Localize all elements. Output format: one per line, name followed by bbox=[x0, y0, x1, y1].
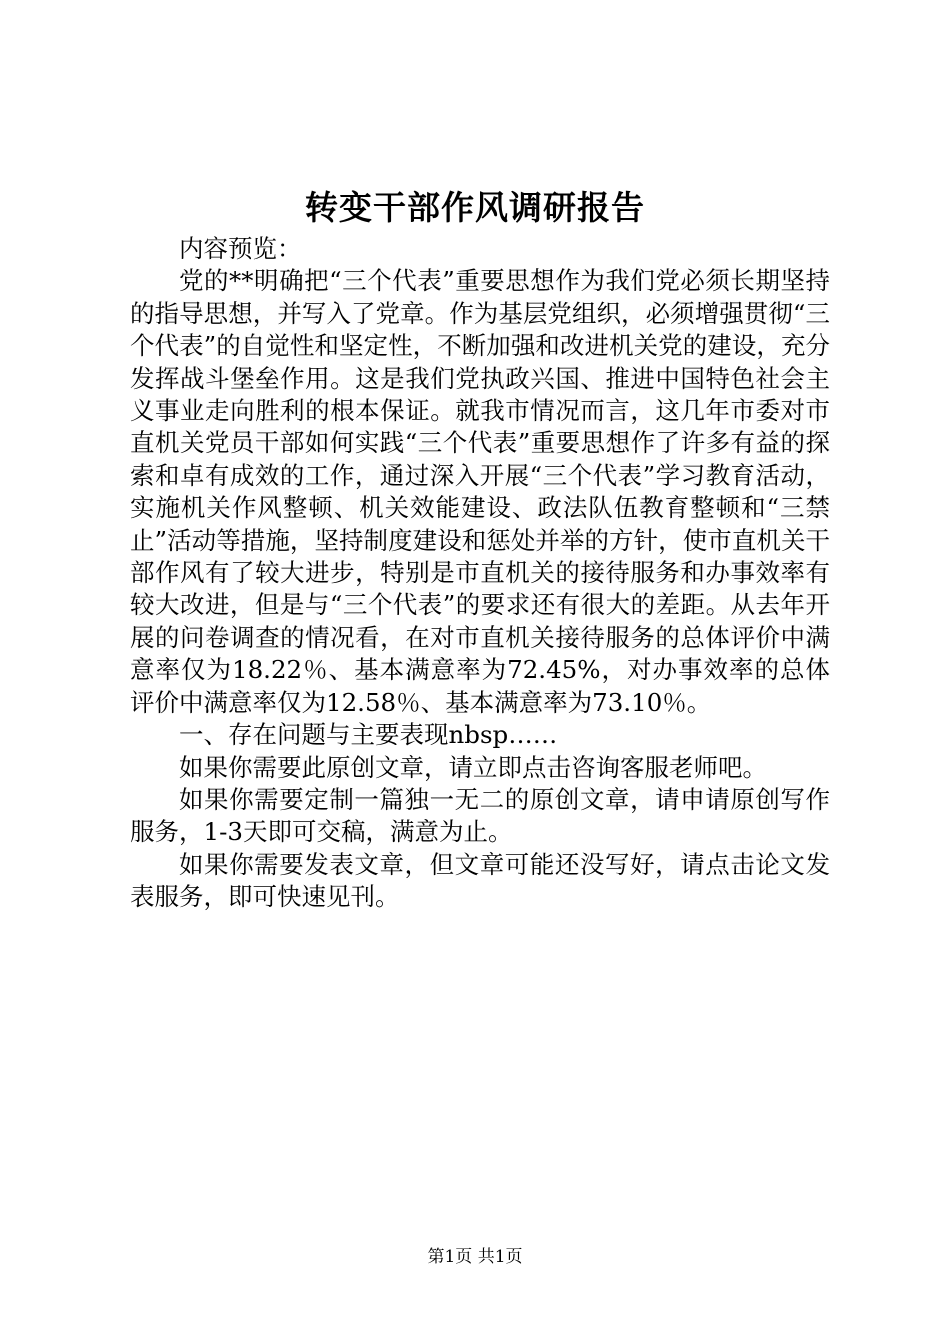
preview-label: 内容预览： bbox=[179, 234, 302, 263]
section-heading-problems: 一、存在问题与主要表现nbsp…… bbox=[179, 720, 558, 750]
page-footer: 第1页 共1页 bbox=[427, 1247, 523, 1267]
body-paragraph-main: 党的**明确把“三个代表”重要思想作为我们党必须长期坚持的指导思想，并写入了党章。作为基层党组织，必须增强贯彻“三个代表”的自觉性和坚定性，不断加强和改进机关党的建设，充分发挥战斗堡垒作用。这是我们党执政兴国、推进中国特色社会主义事业走向胜利的根本保证。就我市情况而言，这几年市委对市直机关党员干部如何实践“三个代表”重要思想作了许多有益的探索和卓有成效的工作，通过深入开展“三个代表”学习教育活动，实施机关作风整顿、机关效能建设、政法队伍教育整顿和“三禁止”活动等措施，坚持制度建设和惩处并举的方针，使市直机关干部作风有了较大进步，特别是市直机关的接待服务和办事效率有较大改进，但是与“三个代表”的要求还有很大的差距。从去年开展的问卷调查的情况看，在对市直机关接待服务的总体评价中满意率仅为18.22％、基本满意率为72.45%，对办事效率的总体评价中满意率仅为12.58％、基本满意率为73.10％。 bbox=[130, 266, 830, 717]
promo-paragraph-custom-writing: 如果你需要定制一篇独一无二的原创文章，请申请原创写作服务，1-3天即可交稿，满意为止。 bbox=[130, 784, 830, 847]
promo-paragraph-consult: 如果你需要此原创文章，请立即点击咨询客服老师吧。 bbox=[179, 752, 767, 782]
document-title: 转变干部作风调研报告 bbox=[305, 188, 645, 227]
document-body bbox=[130, 233, 830, 914]
promo-paragraph-publishing: 如果你需要发表文章，但文章可能还没写好，请点击论文发表服务，即可快速见刊。 bbox=[130, 849, 830, 912]
